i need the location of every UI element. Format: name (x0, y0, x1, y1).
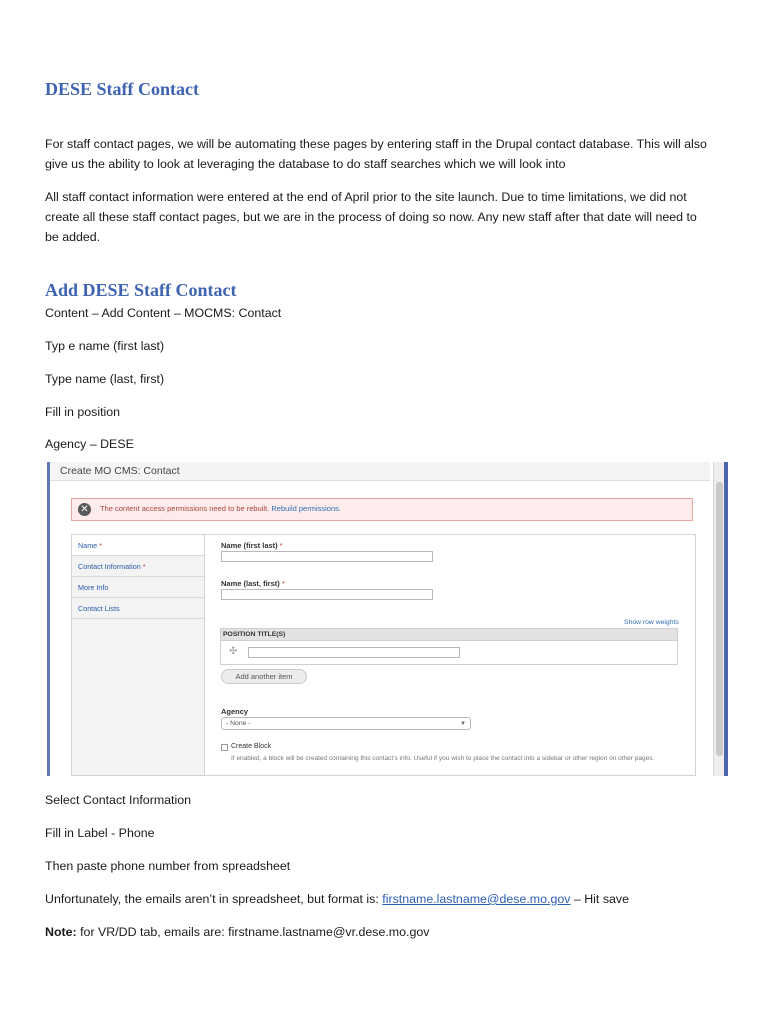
screenshot-title: Create MO CMS: Contact (60, 465, 180, 477)
agency-selected-value: - None - (226, 720, 251, 727)
vertical-tabs (71, 534, 205, 776)
tab-contact-lists[interactable] (72, 598, 204, 619)
step-text: Agency – DESE (45, 437, 134, 451)
paragraph-line: be added. (45, 230, 101, 244)
add-another-item-button[interactable]: Add another item (221, 669, 307, 684)
create-block-description: If enabled, a block will be created containing this contact's info. Useful if you wish to place the contact into a sidebar or other region on other pages. (231, 755, 655, 762)
name-first-last-input[interactable] (221, 551, 433, 562)
label-text: Name (first last) (221, 541, 278, 550)
note-label: Note: (45, 925, 77, 939)
rebuild-permissions-link[interactable]: Rebuild permissions. (271, 504, 341, 513)
email-format-line (45, 889, 629, 909)
step-text: Then paste phone number from spreadsheet (45, 859, 291, 873)
required-mark: * (281, 579, 285, 588)
email-link[interactable]: firstname.lastname@dese.mo.gov (382, 892, 571, 906)
name-last-first-input[interactable] (221, 589, 433, 600)
tab-label: More Info (78, 583, 109, 592)
position-title-input[interactable] (248, 647, 460, 658)
step-text: Fill in position (45, 405, 121, 419)
paragraph-line: give us the ability to look at leveraging the database to do staff searches which we will look into (45, 157, 566, 171)
drag-handle-icon[interactable]: ✣ (229, 646, 238, 657)
show-row-weights-link[interactable]: Show row weights (624, 619, 679, 626)
email-prefix: Unfortunately, the emails aren’t in spreadsheet, but format is: (45, 892, 383, 906)
required-mark: * (142, 562, 146, 571)
step-text: Typ e name (first last) (45, 339, 165, 353)
section-heading-staff-contact: DESE Staff Contact (45, 79, 200, 99)
screenshot-border-left (47, 462, 50, 776)
email-suffix: – Hit save (570, 892, 629, 906)
tab-more-info[interactable] (72, 577, 204, 598)
chevron-down-icon: ▼ (460, 721, 466, 727)
create-block-checkbox[interactable] (221, 744, 228, 751)
scrollbar-thumb[interactable] (716, 482, 723, 756)
alert-message-text: The content access permissions need to be rebuilt. (100, 504, 270, 513)
required-mark: * (99, 541, 102, 550)
step-text: Type name (last, first) (45, 372, 165, 386)
tab-label: Contact Lists (78, 604, 120, 613)
paragraph-line: For staff contact pages, we will be automating these pages by entering staff in the Drupal contact database. This will also (45, 137, 707, 151)
required-mark: * (279, 541, 283, 550)
paragraph-line: All staff contact information were entered at the end of April prior to the site launch. Due to time limitations, we did not (45, 190, 687, 204)
label-text: Name (last, first) (221, 579, 280, 588)
create-block-label: Create Block (231, 743, 272, 750)
tab-label: Name (78, 541, 98, 550)
error-x-icon: ✕ (78, 503, 91, 516)
screenshot-border-right (724, 462, 728, 776)
tab-name[interactable] (72, 535, 204, 556)
note-line (45, 922, 429, 942)
step-text: Fill in Label - Phone (45, 826, 155, 840)
step-text: Content – Add Content – MOCMS: Contact (45, 306, 282, 320)
position-title-header: POSITION TITLE(S) (220, 628, 678, 641)
position-title-row (220, 641, 678, 665)
agency-label: Agency (221, 707, 249, 716)
field-label-name-last-first (221, 579, 285, 588)
tab-contact-information[interactable] (72, 556, 204, 577)
field-label-name-first-last (221, 541, 283, 550)
note-text: for VR/DD tab, emails are: firstname.lastname@vr.dese.mo.gov (76, 925, 430, 939)
alert-text (100, 504, 341, 513)
step-text: Select Contact Information (45, 793, 192, 807)
section-heading-add-staff-contact: Add DESE Staff Contact (45, 280, 237, 300)
embedded-screenshot (47, 462, 728, 776)
paragraph-line: create all these staff contact pages, but we are in the process of doing so now. Any new staff after that date will need to (45, 210, 697, 224)
agency-select[interactable] (221, 717, 471, 730)
alert-message (71, 498, 693, 521)
tab-label: Contact Information (78, 562, 141, 571)
